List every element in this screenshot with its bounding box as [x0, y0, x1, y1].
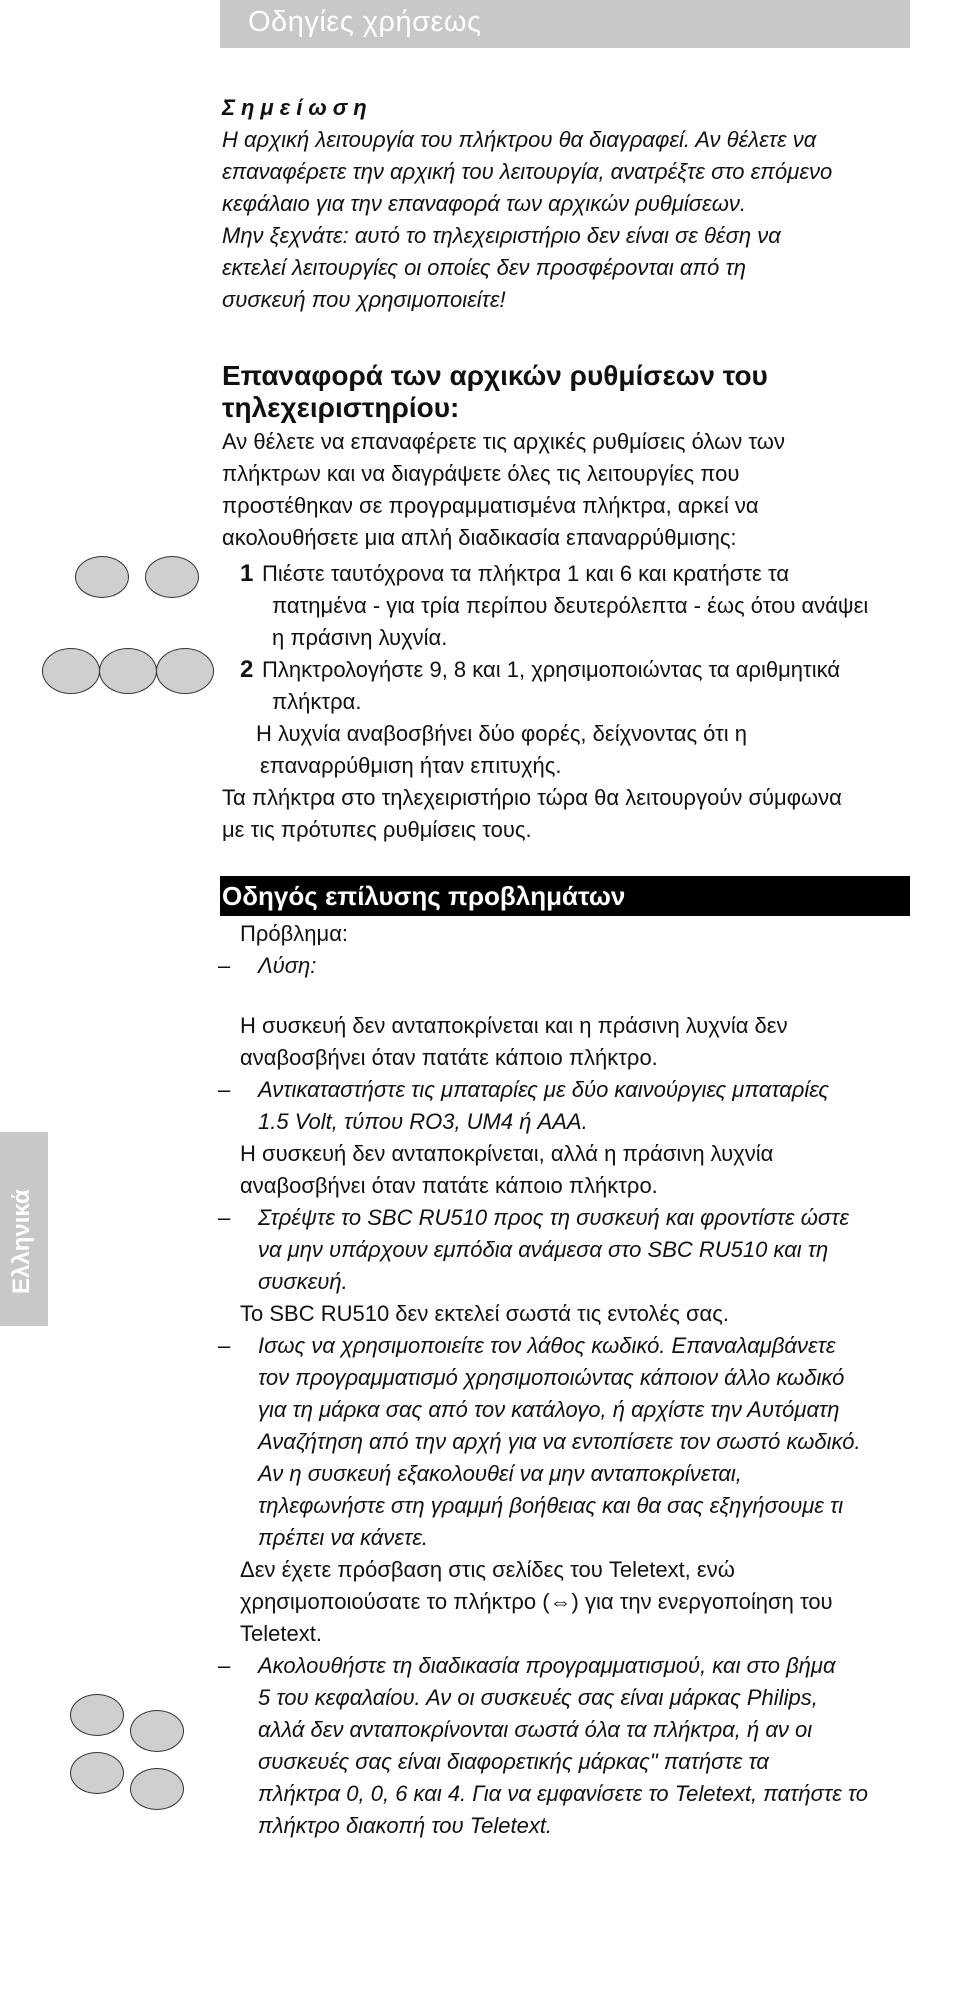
- problem-text: [218, 1298, 918, 1330]
- step-line: η πράσινη λυχνία.: [272, 625, 448, 650]
- key-1b-illustration: [156, 648, 214, 694]
- intro-line: ακολουθήσετε μια απλή διαδικασία επαναρρύθμισης:: [222, 525, 737, 550]
- reset-title-line: τηλεχειριστηρίου:: [222, 392, 460, 423]
- key-6-illustration: [145, 556, 199, 598]
- key-0b-illustration: [130, 1710, 184, 1752]
- page-title: Οδηγίες χρήσεως: [248, 6, 482, 38]
- solution-line: συσκευή.: [258, 1269, 348, 1294]
- reset-intro: [222, 426, 912, 554]
- note-line: Η αρχική λειτουργία του πλήκτρου θα διαγραφεί. Αν θέλετε να: [222, 127, 817, 152]
- note-line: επαναφέρετε την αρχική του λειτουργία, ανατρέξτε στο επόμενο: [222, 159, 833, 184]
- problem-text: [218, 1138, 918, 1202]
- problem-line: Το SBC RU510 δεν εκτελεί σωστά τις εντολές σας.: [240, 1301, 729, 1326]
- solution-line: να μην υπάρχουν εμπόδια ανάμεσα στο SBC RU510 και τη: [258, 1237, 829, 1262]
- step-line: Πληκτρολογήστε 9, 8 και 1, χρησιμοποιώντας τα αριθμητικά: [262, 657, 841, 682]
- reset-title-line: Επαναφορά των αρχικών ρυθμίσεων του: [222, 360, 768, 391]
- solution-line: Στρέψτε το SBC RU510 προς τη συσκευή και φροντίστε ώστε: [258, 1205, 850, 1230]
- problem-line: χρησιμοποιούσατε το πλήκτρο (⇔) για την ενεργοποίηση του: [240, 1589, 833, 1614]
- intro-line: Αν θέλετε να επαναφέρετε τις αρχικές ρυθμίσεις όλων των: [222, 429, 785, 454]
- problem-line: Δεν έχετε πρόσβαση στις σελίδες του Teletext, ενώ: [240, 1557, 735, 1582]
- solution-line: αλλά δεν ανταποκρίνονται σωστά όλα τα πλήκτρα, ή αν οι: [258, 1717, 813, 1742]
- note-line: κεφάλαιο για την επαναφορά των αρχικών ρυθμίσεων.: [222, 191, 746, 216]
- solution-line: Ακολουθήστε τη διαδικασία προγραμματισμού, και στο βήμα: [258, 1653, 836, 1678]
- reset-section-title: [222, 360, 912, 424]
- key-9-illustration: [42, 648, 100, 694]
- step-line: πλήκτρα.: [272, 689, 362, 714]
- dash-marker: –: [218, 1077, 231, 1102]
- solution-label-row: [218, 950, 918, 982]
- key-0-illustration: [70, 1694, 124, 1736]
- step-number: 1: [240, 560, 254, 587]
- conclusion-line: με τις πρότυπες ρυθμίσεις τους.: [222, 817, 532, 842]
- solution-line: συσκευές σας είναι διαφορετικής μάρκας" πατήστε τα: [258, 1749, 769, 1774]
- problem-line: Teletext.: [240, 1621, 322, 1646]
- solution-line: πρέπει να κάνετε.: [258, 1525, 429, 1550]
- spacer: [218, 982, 918, 1010]
- solution-line: Αν η συσκευή εξακολουθεί να μην ανταποκρίνεται,: [258, 1461, 742, 1486]
- problem-line: αναβοσβήνει όταν πατάτε κάποιο πλήκτρο.: [240, 1173, 658, 1198]
- solution-text: [218, 1202, 918, 1298]
- solution-text: [218, 1650, 918, 1842]
- note-line: συσκευή που χρησιμοποιείτε!: [222, 287, 506, 312]
- reset-result: [256, 718, 916, 782]
- step-text: [262, 558, 922, 654]
- key-4-illustration: [130, 1768, 184, 1810]
- step-number: 2: [240, 656, 254, 683]
- solution-line: Αναζήτηση από την αρχή για να εντοπίσετε τον σωστό κωδικό.: [258, 1429, 861, 1454]
- solution-line: τηλεφωνήστε στη γραμμή βοήθειας και θα σας εξηγήσουμε τι: [258, 1493, 844, 1518]
- result-line: Η λυχνία αναβοσβήνει δύο φορές, δείχνοντας ότι η: [256, 721, 748, 746]
- note-line: Μην ξεχνάτε: αυτό το τηλεχειριστήριο δεν είναι σε θέση να: [222, 223, 781, 248]
- troubleshooting-list: [218, 918, 918, 1842]
- solution-text: [218, 1074, 918, 1138]
- key-6-illustration: [70, 1752, 124, 1794]
- conclusion-line: Τα πλήκτρα στο τηλεχειριστήριο τώρα θα λειτουργούν σύμφωνα: [222, 785, 842, 810]
- solution-line: τον προγραμματισμό χρησιμοποιώντας κάποιον άλλο κωδικό: [258, 1365, 845, 1390]
- solution-line: Αντικαταστήστε τις μπαταρίες με δύο καινούργιες μπαταρίες: [258, 1077, 830, 1102]
- key-1-illustration: [75, 556, 129, 598]
- key-8-illustration: [99, 648, 157, 694]
- intro-line: πλήκτρων και να διαγράψετε όλες τις λειτουργίες που: [222, 461, 740, 486]
- reset-conclusion: [222, 782, 912, 846]
- problem-line: Η συσκευή δεν ανταποκρίνεται, αλλά η πράσινη λυχνία: [240, 1141, 774, 1166]
- note-block: [222, 92, 922, 316]
- note-text: [222, 124, 922, 316]
- solution-line: 5 του κεφαλαίου. Αν οι συσκευές σας είναι μάρκας Philips,: [258, 1685, 818, 1710]
- solution-text: [218, 1330, 918, 1554]
- step-text: [262, 654, 922, 718]
- solution-label: Λύση:: [258, 953, 317, 978]
- intro-line: προστέθηκαν σε προγραμματισμένα πλήκτρα, αρκεί να: [222, 493, 759, 518]
- problem-line: Η συσκευή δεν ανταποκρίνεται και η πράσινη λυχνία δεν: [240, 1013, 788, 1038]
- solution-line: πλήκτρο διακοπή του Teletext.: [258, 1813, 553, 1838]
- note-line: εκτελεί λειτουργίες οι οποίες δεν προσφέρονται από τη: [222, 255, 746, 280]
- dash-marker: –: [218, 1333, 231, 1358]
- step-line: Πιέστε ταυτόχρονα τα πλήκτρα 1 και 6 και κρατήστε τα: [262, 561, 790, 586]
- solution-line: Ισως να χρησιμοποιείτε τον λάθος κωδικό. Επαναλαμβάνετε: [258, 1333, 836, 1358]
- problem-line: αναβοσβήνει όταν πατάτε κάποιο πλήκτρο.: [240, 1045, 658, 1070]
- solution-line: για τη μάρκα σας από τον κατάλογο, ή αρχίστε την Αυτόματη: [258, 1397, 840, 1422]
- solution-line: πλήκτρα 0, 0, 6 και 4. Για να εμφανίσετε το Teletext, πατήστε το: [258, 1781, 869, 1806]
- troubleshooting-title: Οδηγός επίλυσης προβλημάτων: [222, 881, 626, 911]
- problem-label: Πρόβλημα:: [240, 921, 349, 946]
- dash-marker: –: [218, 953, 231, 978]
- solution-line: 1.5 Volt, τύπου RO3, UM4 ή AAA.: [258, 1109, 588, 1134]
- problem-text: [218, 1010, 918, 1074]
- problem-text: [218, 1554, 918, 1650]
- dash-marker: –: [218, 1205, 231, 1230]
- note-title: Σημείωση: [222, 95, 373, 120]
- language-tab-label: Ελληνικά: [8, 1189, 35, 1294]
- result-line: επαναρρύθμιση ήταν επιτυχής.: [260, 753, 562, 778]
- step-line: πατημένα - για τρία περίπου δευτερόλεπτα - έως ότου ανάψει: [272, 593, 869, 618]
- dash-marker: –: [218, 1653, 231, 1678]
